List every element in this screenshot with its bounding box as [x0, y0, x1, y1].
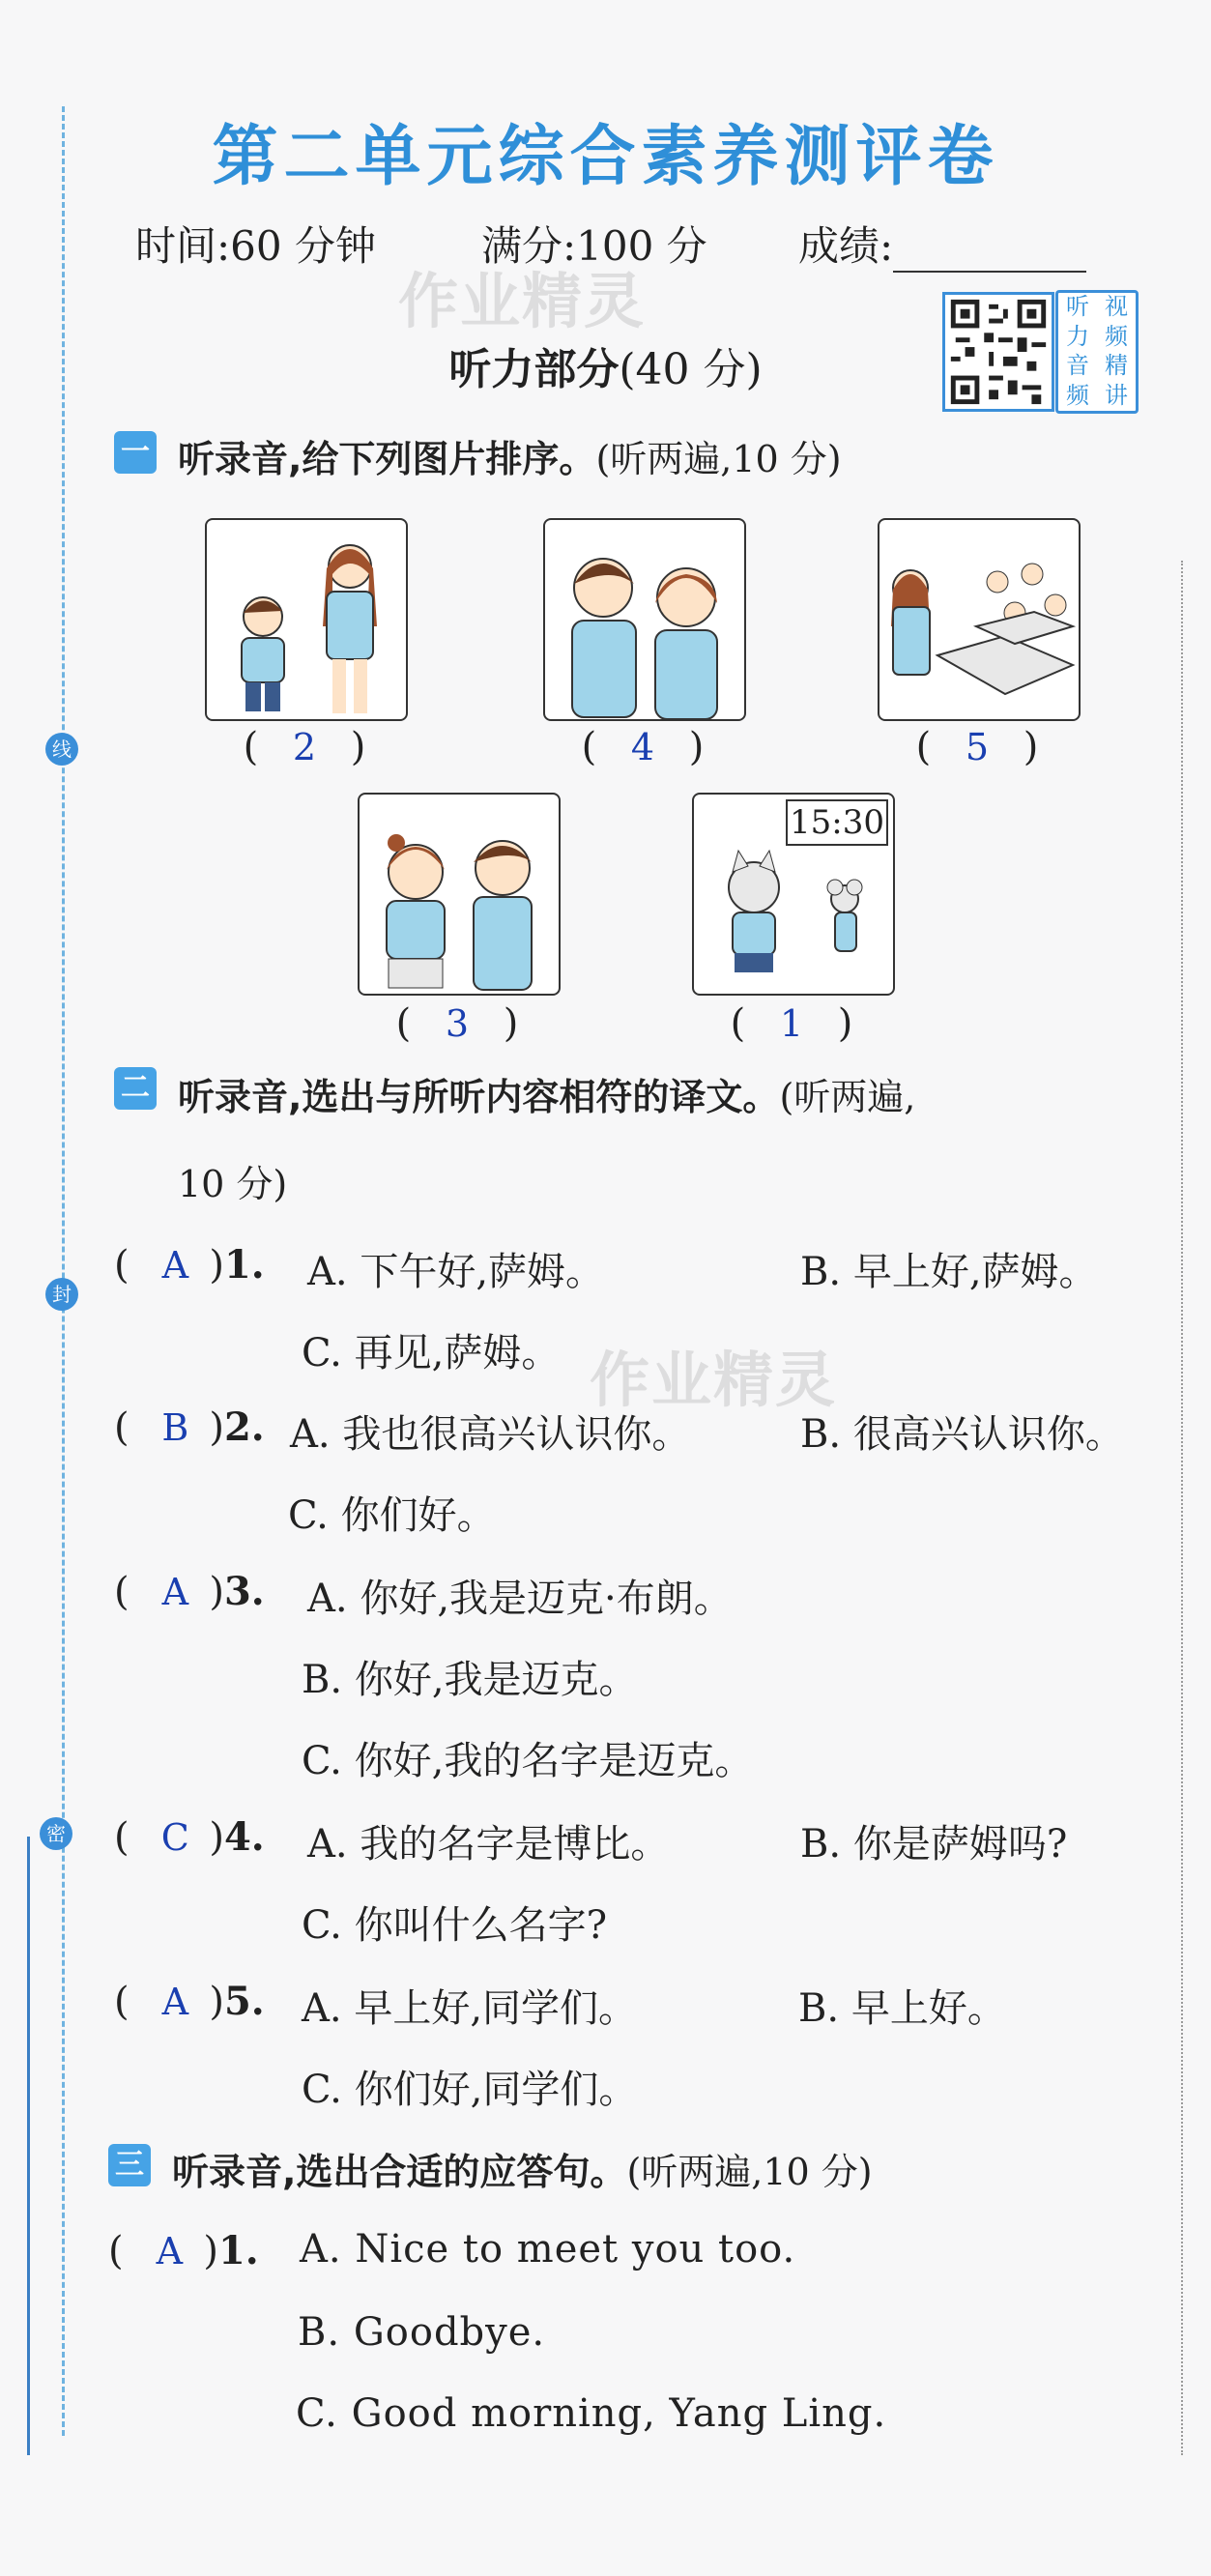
answer-value: 4 — [630, 726, 655, 768]
clock-text: 15:30 — [790, 803, 884, 842]
answer-value: 3 — [445, 1002, 470, 1045]
time-label: 时间:60 分钟 — [135, 222, 376, 270]
answer-value[interactable]: A — [161, 1244, 189, 1287]
qr-char: 频 — [1105, 322, 1128, 350]
margin-mark-feng: 封 — [45, 1278, 78, 1311]
answer-value[interactable]: A — [156, 2230, 184, 2272]
grade-label: 成绩: — [798, 222, 894, 270]
page-title: 第二单元综合素养测评卷 — [212, 119, 999, 195]
qr-char: 听 — [1066, 293, 1089, 320]
option-a: A. 我的名字是博比。 — [307, 1822, 670, 1867]
option-b: B. 很高兴认识你。 — [800, 1412, 1124, 1457]
part-title — [0, 334, 1211, 396]
picture-3-answer[interactable]: ( 5 ) — [915, 725, 1039, 769]
s3-question-1: ( A )1. — [108, 2228, 259, 2273]
answer-value[interactable]: A — [161, 1571, 189, 1613]
margin-mark-xian: 线 — [45, 733, 78, 766]
binding-solid-line — [27, 1837, 30, 2455]
answer-value[interactable]: C — [160, 1816, 189, 1859]
qr-char: 讲 — [1105, 381, 1128, 409]
question-number: 3. — [223, 1569, 265, 1614]
margin-mark-mi: 密 — [40, 1817, 72, 1850]
section-2-badge: 二 — [114, 1067, 157, 1110]
option-c: C. 你好,我的名字是迈克。 — [302, 1739, 754, 1783]
option-a: A. 下午好,萨姆。 — [307, 1250, 605, 1294]
option-a: A. Nice to meet you too. — [300, 2227, 796, 2272]
s2-question-2: ( B )2. — [114, 1404, 265, 1450]
picture-2 — [543, 518, 746, 721]
picture-4-answer[interactable]: ( 3 ) — [395, 1001, 519, 1046]
picture-2-answer[interactable]: ( 4 ) — [581, 725, 705, 769]
section-1-note: (听两遍,10 分) — [595, 438, 842, 480]
qr-char: 力 — [1066, 322, 1089, 350]
answer-value: 2 — [292, 726, 317, 768]
part-title-text: 听力部分 — [448, 345, 620, 394]
score-label: 满分:100 分 — [481, 222, 707, 270]
answer-value[interactable]: B — [161, 1406, 189, 1449]
section-2-note: (听两遍, — [779, 1076, 916, 1118]
section-2-note-cont: 10 分) — [178, 1163, 288, 1205]
answer-value: 5 — [965, 726, 990, 768]
option-b: B. 早上好,萨姆。 — [800, 1250, 1098, 1294]
option-c: C. 你们好,同学们。 — [302, 2068, 638, 2112]
section-2-title — [178, 1067, 915, 1120]
question-number: 2. — [223, 1404, 265, 1450]
picture-5-answer[interactable]: ( 1 ) — [730, 1001, 853, 1046]
qr-char: 精 — [1105, 352, 1128, 379]
section-3-title — [172, 2142, 873, 2195]
grade-blank[interactable] — [893, 232, 1086, 273]
option-a: A. 早上好,同学们。 — [302, 1986, 638, 2031]
picture-1-answer[interactable]: ( 2 ) — [243, 725, 366, 769]
right-dotted-line — [1181, 561, 1183, 2455]
option-c: C. 你们好。 — [288, 1493, 496, 1538]
s2-question-5: ( A )5. — [114, 1979, 265, 2024]
section-1-badge: 一 — [114, 431, 157, 474]
option-c: C. 再见,萨姆。 — [302, 1331, 561, 1375]
section-2-title-text: 听录音,选出与所听内容相符的译文。 — [178, 1076, 780, 1118]
option-a: A. 我也很高兴认识你。 — [290, 1412, 691, 1457]
section-1-title-text: 听录音,给下列图片排序。 — [178, 438, 596, 480]
picture-4 — [358, 793, 561, 996]
option-c: C. Good morning, Yang Ling. — [296, 2391, 887, 2436]
qr-char: 音 — [1066, 352, 1089, 379]
s2-question-4: ( C )4. — [114, 1814, 265, 1860]
s2-question-1: ( A )1. — [114, 1242, 265, 1288]
section-3-title-text: 听录音,选出合适的应答句。 — [172, 2151, 627, 2193]
part-score: (40 分) — [619, 345, 763, 394]
option-b: B. 你是萨姆吗? — [800, 1822, 1068, 1867]
watermark: 作业精灵 — [398, 266, 647, 336]
option-c: C. 你叫什么名字? — [302, 1903, 608, 1948]
option-b: B. 早上好。 — [798, 1986, 1006, 2031]
answer-value: 1 — [779, 1002, 804, 1045]
grade-field — [798, 215, 1086, 273]
picture-5 — [692, 793, 895, 996]
section-1-title — [178, 429, 842, 482]
picture-1 — [205, 518, 408, 721]
qr-char: 频 — [1066, 381, 1089, 409]
answer-value[interactable]: A — [161, 1981, 189, 2023]
picture-3 — [878, 518, 1081, 721]
option-b: B. Goodbye. — [298, 2310, 546, 2355]
watermark: 作业精灵 — [590, 1345, 838, 1415]
option-b: B. 你好,我是迈克。 — [302, 1658, 638, 1702]
question-number: 4. — [223, 1814, 265, 1860]
section-3-note: (听两遍,10 分) — [626, 2151, 873, 2193]
option-a: A. 你好,我是迈克·布朗。 — [307, 1577, 733, 1621]
s2-question-3: ( A )3. — [114, 1569, 265, 1614]
question-number: 1. — [223, 1242, 265, 1288]
question-number: 1. — [217, 2228, 259, 2273]
qr-char: 视 — [1105, 293, 1128, 320]
section-3-badge: 三 — [108, 2144, 151, 2186]
question-number: 5. — [223, 1979, 265, 2024]
binding-dashed-line — [62, 106, 65, 2436]
